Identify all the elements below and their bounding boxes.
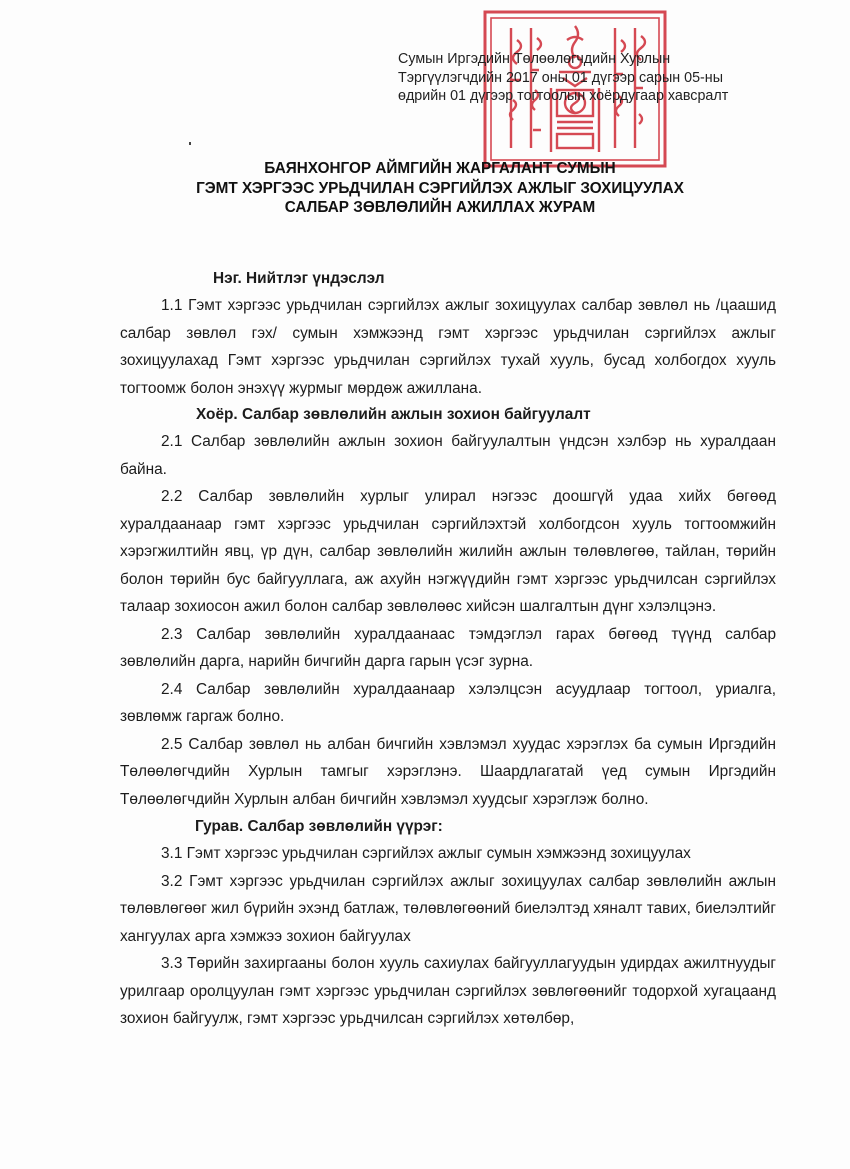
clause-3-2: 3.2 Гэмт хэргээс урьдчилан сэргийлэх ажлыг зохицуулах салбар зөвлөлийн ажлын төлөвлөгөөг жил бүрийн эхэнд батлаж, төлөвлөгөөний биелэлтэд хяналт тавих, биелэлтийг хангуулах арга хэмжээ зохион байгуулах: [120, 872, 776, 945]
title-line-1: БАЯНХОНГОР АЙМГИЙН ЖАРГАЛАНТ СУМЫН: [264, 160, 616, 177]
section-heading-1: Нэг. Нийтлэг үндэслэл: [213, 270, 385, 287]
clause-2-5: 2.5 Салбар зөвлөл нь албан бичгийн хэвлэмэл хуудас хэрэглэх ба сумын Иргэдийн Төлөөлөгчдийн Хурлын тамгыг хэрэглэнэ. Шаардлагатай үед сумын Иргэдийн Төлөөлөгчдийн Хурлын албан бичгийн хэвлэмэл хуудсыг хэрэглэж болно.: [120, 735, 776, 808]
title-line-3: САЛБАР ЗӨВЛӨЛИЙН АЖИЛЛАХ ЖУРАМ: [284, 199, 596, 216]
clause-3-1: 3.1 Гэмт хэргээс урьдчилан сэргийлэх ажлыг сумын хэмжээнд зохицуулах: [161, 845, 691, 862]
clause-2-4: 2.4 Салбар зөвлөлийн хуралдаанаар хэлэлцсэн асуудлаар тогтоол, уриалга, зөвлөмж гаргаж болно.: [120, 680, 776, 725]
clause-2-3: 2.3 Салбар зөвлөлийн хуралдаанаас тэмдэглэл гарах бөгөөд түүнд салбар зөвлөлийн дарга, нарийн бичгийн дарга гарын үсэг зурна.: [120, 625, 776, 670]
approval-note-line-3: өдрийн 01 дүгээр тогтоолын хоёрдугаар хавсралт: [398, 88, 729, 104]
clause-1-1: 1.1 Гэмт хэргээс урьдчилан сэргийлэх ажлыг зохицуулах салбар зөвлөл нь /цаашид салбар зөвлөл гэх/ сумын хэмжээнд гэмт хэргээс урьдчилан сэргийлэх ажлыг зохицуулахад Гэмт хэргээс урьдчилан сэргийлэх тухай хууль, бусад холбогдох хууль тогтоомж болон энэхүү журмыг мөрдөж ажиллана.: [120, 297, 776, 397]
section-heading-2: Хоёр. Салбар зөвлөлийн ажлын зохион байгуулалт: [196, 406, 591, 423]
approval-note-line-2: Тэргүүлэгчдийн 2017 оны 01 дүгээр сарын 05-ны: [398, 69, 723, 86]
scan-speck: [189, 142, 191, 145]
approval-note: [398, 50, 838, 106]
approval-note-line-1: Сумын Иргэдийн Төлөөлөгчдийн Хурлын: [398, 51, 671, 67]
section-heading-3: Гурав. Салбар зөвлөлийн үүрэг:: [195, 818, 443, 835]
clause-3-3: 3.3 Төрийн захиргааны болон хууль сахиулах байгууллагуудын удирдах ажилтнуудыг урилгаар оролцуулан гэмт хэргээс урьдчилан сэргийлэх зөвлөгөөнийг тодорхой хугацаанд зохион байгуулж, гэмт хэргээс урьдчилсан сэргийлэх хөтөлбөр,: [120, 955, 776, 1027]
document-title: [120, 159, 760, 218]
clause-2-2: 2.2 Салбар зөвлөлийн хурлыг улирал нэгээс доошгүй удаа хийх бөгөөд хуралдаанаар гэмт хэргээс урьдчилан сэргийлэхтэй холбогдсон хууль тогтоомжийн хэрэгжилтийн явц, үр дүн, салбар зөвлөлийн жилийн ажлын төлөвлөгөө, тайлан, төрийн болон төрийн бус байгууллага, аж ахуйн нэгжүүдийн гэмт хэргээс урьдчилсан сэргийлэх талаар зохиосон ажил болон салбар зөвлөлөөс хийсэн шалгалтын дүнг хэлэлцэнэ.: [120, 488, 776, 615]
clause-2-1: 2.1 Салбар зөвлөлийн ажлын зохион байгуулалтын үндсэн хэлбэр нь хуралдаан байна.: [120, 433, 776, 478]
title-line-2: ГЭМТ ХЭРГЭЭС УРЬДЧИЛАН СЭРГИЙЛЭХ АЖЛЫГ ЗОХИЦУУЛАХ: [196, 179, 684, 197]
document-body: [120, 265, 776, 1033]
